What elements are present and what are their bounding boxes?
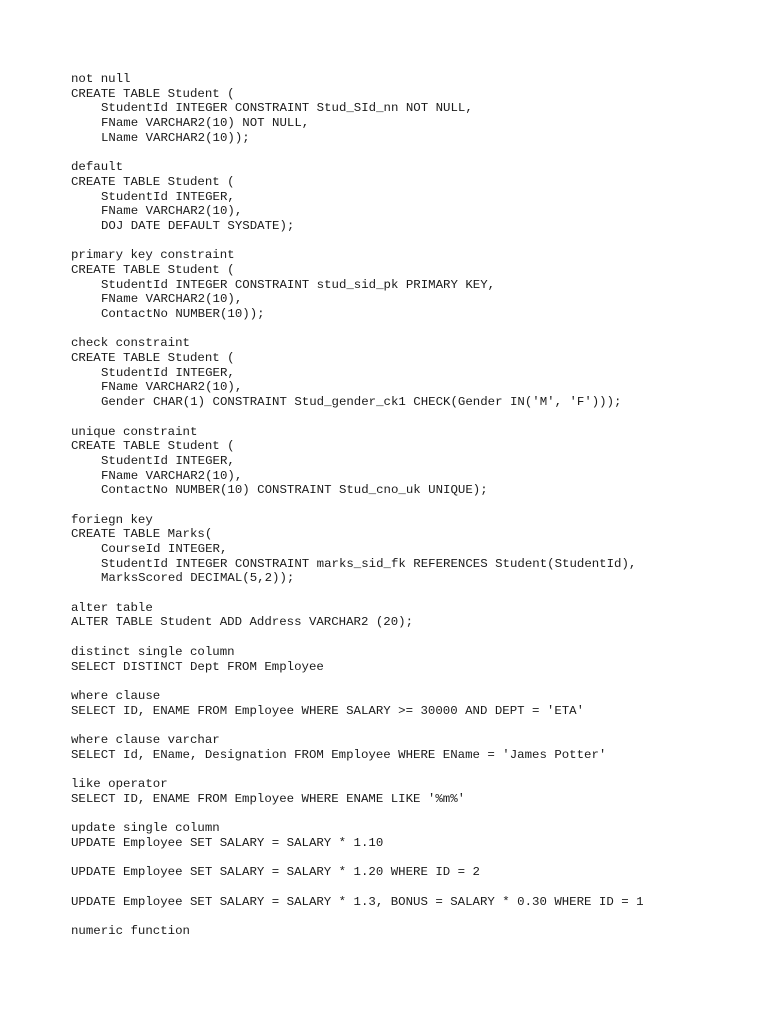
code-line: CREATE TABLE Marks( [71,527,213,542]
code-line: SELECT DISTINCT Dept FROM Employee [71,659,324,674]
code-line: Gender CHAR(1) CONSTRAINT Stud_gender_ck1 CHECK(Gender IN('M', 'F'))); [101,395,622,410]
blank-line [71,850,751,865]
code-line: SELECT ID, ENAME FROM Employee WHERE SALARY >= 30000 AND DEPT = 'ETA' [71,703,585,718]
code-line: UPDATE Employee SET SALARY = SALARY * 1.3, BONUS = SALARY * 0.30 WHERE ID = 1 [71,894,644,909]
code-line: SELECT Id, EName, Designation FROM Employee WHERE EName = 'James Potter' [71,747,607,762]
section-spacer [71,322,751,337]
code-line: CREATE TABLE Student ( [71,439,235,454]
code-line: CourseId INTEGER, [101,542,228,556]
code-line: FName VARCHAR2(10), [101,204,243,219]
section-spacer [71,410,751,425]
code-line: StudentId INTEGER, [101,365,235,380]
section-spacer [71,806,751,821]
section-spacer [71,586,751,601]
code-line: StudentId INTEGER CONSTRAINT marks_sid_fk REFERENCES Student(StudentId), [101,556,637,571]
code-line: StudentId INTEGER, [101,453,235,468]
code-line: UPDATE Employee SET SALARY = SALARY * 1.10 [71,835,384,850]
section-heading: not null [71,72,131,86]
section-heading: update single column [71,821,220,836]
code-line: UPDATE Employee SET SALARY = SALARY * 1.20 WHERE ID = 2 [71,865,480,880]
code-line: CREATE TABLE Student ( [71,174,235,189]
section-spacer [71,498,751,513]
section-heading: primary key constraint [71,248,235,263]
section-heading: where clause varchar [71,732,220,747]
code-line: FName VARCHAR2(10), [101,468,243,483]
section-heading: where clause [71,688,161,703]
section-spacer [71,630,751,645]
code-line: LName VARCHAR2(10)); [101,130,250,145]
code-line: DOJ DATE DEFAULT SYSDATE); [101,218,295,233]
code-line: FName VARCHAR2(10), [101,292,243,307]
section-heading: like operator [71,777,168,791]
section-spacer [71,145,751,160]
blank-line [71,880,751,895]
section-spacer [71,909,751,924]
section-heading: alter table [71,600,153,615]
code-line: FName VARCHAR2(10) NOT NULL, [101,116,310,131]
section-spacer [71,234,751,249]
code-line: ALTER TABLE Student ADD Address VARCHAR2 (20); [71,615,414,630]
section-heading: foriegn key [71,512,153,527]
code-line: StudentId INTEGER CONSTRAINT Stud_SId_nn NOT NULL, [101,101,473,116]
section-heading: distinct single column [71,644,235,659]
section-heading: unique constraint [71,424,198,439]
code-line: CREATE TABLE Student ( [71,86,235,101]
code-line: ContactNo NUMBER(10)); [101,307,265,321]
code-line: StudentId INTEGER, [101,189,235,204]
section-spacer [71,674,751,689]
code-line: FName VARCHAR2(10), [101,380,243,395]
document-page [71,72,751,939]
code-line: CREATE TABLE Student ( [71,351,235,366]
section-spacer [71,718,751,733]
section-spacer [71,762,751,777]
section-heading: default [71,160,124,175]
section-heading: numeric function [71,923,190,938]
code-line: StudentId INTEGER CONSTRAINT stud_sid_pk PRIMARY KEY, [101,277,496,292]
code-line: MarksScored DECIMAL(5,2)); [101,571,295,586]
code-line: ContactNo NUMBER(10) CONSTRAINT Stud_cno_uk UNIQUE); [101,483,488,498]
code-line: CREATE TABLE Student ( [71,262,235,277]
section-heading: check constraint [71,336,190,351]
code-line: SELECT ID, ENAME FROM Employee WHERE ENAME LIKE '%m%' [71,791,466,806]
